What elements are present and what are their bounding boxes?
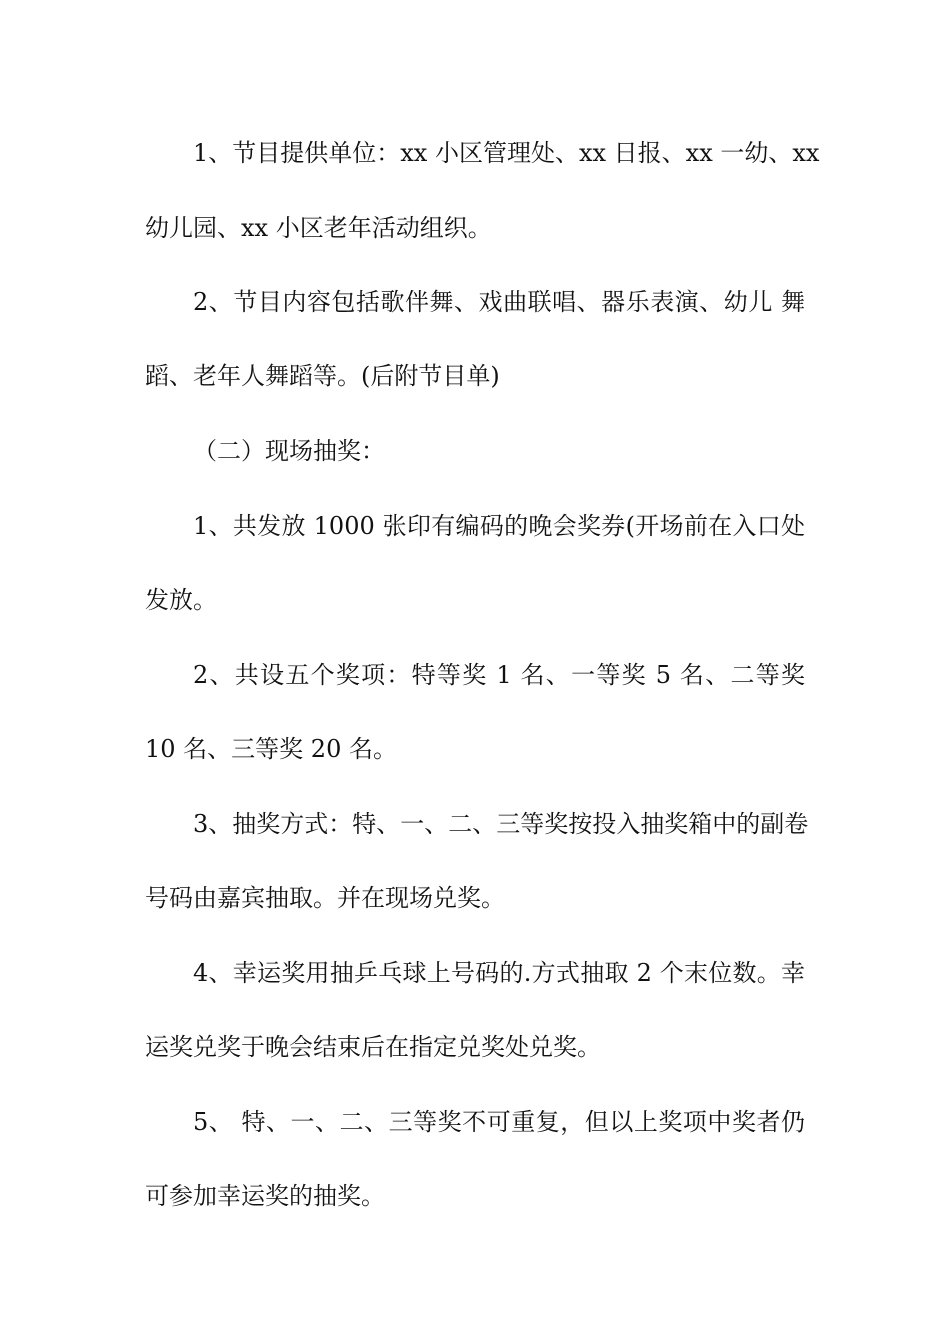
paragraph-line: 蹈、老年人舞蹈等。(后附节目单) xyxy=(145,362,500,390)
paragraph-line: 1、节目提供单位：xx 小区管理处、xx 日报、xx 一幼、xx xyxy=(193,139,820,167)
paragraph-line: 2、节目内容包括歌伴舞、戏曲联唱、器乐表演、幼儿 舞 xyxy=(193,288,805,316)
paragraph-line: 发放。 xyxy=(145,586,217,614)
paragraph-line: 运奖兑奖于晚会结束后在指定兑奖处兑奖。 xyxy=(145,1033,601,1061)
paragraph-line: 10 名、三等奖 20 名。 xyxy=(145,735,397,763)
paragraph-line: 幼儿园、xx 小区老年活动组织。 xyxy=(145,214,492,242)
paragraph-line: 2、共设五个奖项：特等奖 1 名、一等奖 5 名、二等奖 xyxy=(193,661,805,689)
paragraph-line: 3、抽奖方式：特、一、二、三等奖按投入抽奖箱中的副卷 xyxy=(193,810,809,838)
paragraph-line: 号码由嘉宾抽取。并在现场兑奖。 xyxy=(145,884,505,912)
paragraph-line: 5、 特、一、二、三等奖不可重复，但以上奖项中奖者仍 xyxy=(193,1108,805,1136)
paragraph-line: 可参加幸运奖的抽奖。 xyxy=(145,1182,385,1210)
section-heading: （二）现场抽奖： xyxy=(193,437,385,465)
paragraph-line: 4、幸运奖用抽乒乓球上号码的.方式抽取 2 个末位数。幸 xyxy=(193,959,805,987)
paragraph-line: 1、共发放 1000 张印有编码的晚会奖券(开场前在入口处 xyxy=(193,512,805,540)
